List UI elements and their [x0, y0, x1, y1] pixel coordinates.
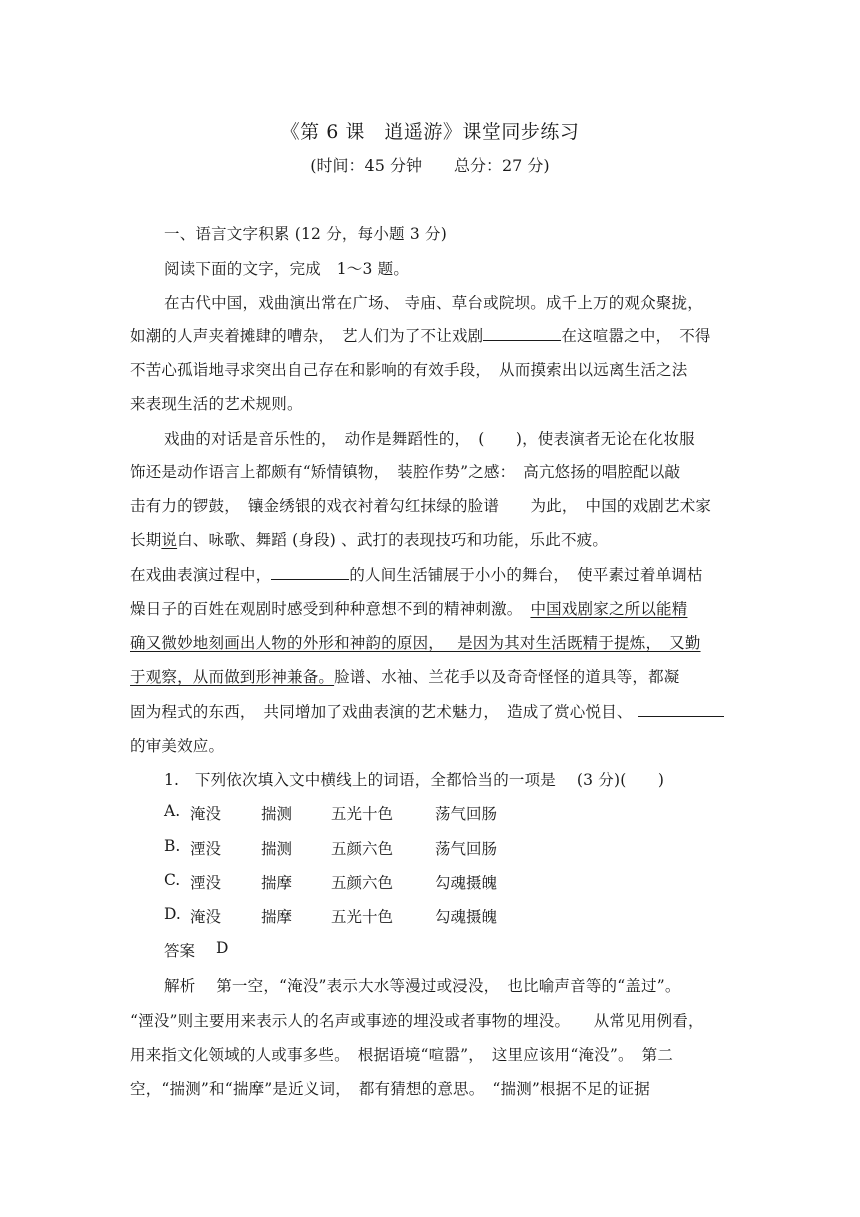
- answer-label: 答案: [164, 942, 196, 960]
- passage-line: 不苦心孤诣地寻求突出自己存在和影响的有效手段， 从而摸索出以远离生活之法: [130, 361, 688, 379]
- passage-line: 饰还是动作语言上都颇有“矫情镇物， 装腔作势”之感： 高亢悠扬的唱腔配以敲: [130, 463, 681, 481]
- instruction-text: 阅读下面的文字，完成 1～3 题。: [164, 260, 410, 278]
- passage-line: 击有力的锣鼓， 镶金绣银的戏衣衬着勾红抹绿的脸谱 为此， 中国的戏剧艺术家: [130, 497, 712, 515]
- underlined-sentence: 于观察，从而做到形神兼备。: [130, 668, 335, 686]
- analysis-line: “湮没”则主要用来表示人的名声或事迹的埋没或者事物的埋没。 从常见用例看，: [130, 1012, 704, 1030]
- underlined-char: 说: [161, 531, 178, 549]
- fill-blank: [483, 326, 561, 341]
- underlined-sentence: 确又微妙地刻画出人物的外形和神韵的原因， 是因为其对生活既精于提炼， 又勤: [130, 634, 701, 652]
- passage-line: 的审美效应。: [130, 737, 225, 755]
- question-stem: 1. 下列依次填入文中横线上的词语，全都恰当的一项是 (3 分)( ): [164, 771, 665, 789]
- section-heading: 一、语言文字积累 (12 分，每小题 3 分): [164, 225, 447, 243]
- fill-blank: [271, 565, 349, 580]
- analysis-line: 用来指文化领域的人或事多些。 根据语境“喧嚣”， 这里应该用“淹没”。 第二: [130, 1046, 674, 1064]
- passage-line: 固为程式的东西， 共同增加了戏曲表演的艺术魅力， 造成了赏心悦目、: [130, 700, 750, 722]
- passage-line: 来表现生活的艺术规则。: [130, 395, 303, 413]
- passage-line: 戏曲的对话是音乐性的， 动作是舞蹈性的， ( )，使表演者无论在化妆服: [164, 430, 695, 448]
- answer-value: D: [216, 939, 229, 957]
- passage-line: 长期说白、咏歌、舞蹈 (身段) 、武打的表现技巧和功能，乐此不疲。: [130, 531, 609, 549]
- page-title: 《第 6 课 逍遥游》课堂同步练习: [280, 121, 580, 143]
- analysis-line: 空，“揣测”和“揣摩”是近义词， 都有猜想的意思。 “揣测”根据不足的证据: [130, 1080, 650, 1098]
- passage-line: 在古代中国，戏曲演出常在广场、 寺庙、草台或院坝。成千上万的观众聚拢，: [164, 294, 703, 312]
- analysis-line: 解析 第一空，“淹没”表示大水等漫过或浸没， 也比喻声音等的“盖过”。: [164, 977, 681, 995]
- page-subtitle: (时间：45 分钟 总分：27 分): [310, 156, 550, 175]
- document-page: 《第 6 课 逍遥游》课堂同步练习 (时间：45 分钟 总分：27 分) 一、语言文字积累 (12 分，每小题 3 分) 阅读下面的文字，完成 1～3 题。 在古代中国，戏曲演出常在广场、 寺庙、草台或院坝。成千上万的观众聚拢， 如潮的人声夹着摊肆的嘈杂， 艺人们为了不让戏剧 在这喧嚣之中， 不得 不苦心孤诣地寻求突出自己存在和影响的有效手段， 从而摸索出以远离生活之法 来表现生活的艺术规则。 戏曲的对话是音乐性的， 动作是舞蹈性的， ( )，使表演者无论在化妆服 饰还是动作语言上都颇有“矫情镇物， 装腔作势”之感： 高亢悠扬的唱腔配以敲 击有力的锣鼓， 镶金绣银的戏衣衬着勾红抹绿的脸谱 为此， 中国的戏剧艺术家 长期说白、咏歌、舞蹈 (身段) 、武打的表现技巧和功能，乐此不疲。 在戏曲表演过程中， 的人间生活铺展于小小的舞台， 使平素过着单调枯 燥日子的百姓在观剧时感受到种种意想不到的精神刺激。 中国戏剧家之所以能精 确又微妙地刻画出人物的外形和神韵的原因， 是因为其对生活既精于提炼， 又勤 于观察，从而做到形神兼备。脸谱、水袖、兰花手以及奇奇怪怪的道具等，都凝 固为程式的东西， 共同增加了戏曲表演的艺术魅力， 造成了赏心悦目、 的审美效应。 1. 下列依次填入文中横线上的词语，全都恰当的一项是 (3 分)( ) A. 淹没 揣测 五光十色 荡气回肠 B. 湮没 揣测 五颜六色 荡气回肠 C. 湮没 揣摩 五颜六色 勾魂摄魄 D. 淹没 揣摩 五光十色 勾魂摄魄 答案 D 解析 第一空，“淹没”表示大水等漫过或浸没， 也比喻声音等的“盖过”。 “湮没”则主要用来表示人的名声或事迹的埋没或者事物的埋没。 从常见用例看， 用来指文化领域的人或事多些。 根据语境“喧嚣”， 这里应该用“淹没”。 第二 空，“揣测”和“揣摩”是近义词， 都有猜想的意思。 “揣测”根据不足的证据: [0, 0, 860, 1217]
- fill-blank: [638, 702, 724, 717]
- passage-line: 于观察，从而做到形神兼备。脸谱、水袖、兰花手以及奇奇怪怪的道具等，都凝: [130, 668, 680, 686]
- underlined-sentence: 中国戏剧家之所以能精: [530, 600, 688, 618]
- passage-line: 在戏曲表演过程中， 的人间生活铺展于小小的舞台， 使平素过着单调枯: [130, 566, 703, 584]
- passage-line: 如潮的人声夹着摊肆的嘈杂， 艺人们为了不让戏剧 在这喧嚣之中， 不得: [130, 327, 711, 345]
- passage-line: [130, 631, 750, 653]
- passage-line: 燥日子的百姓在观剧时感受到种种意想不到的精神刺激。 中国戏剧家之所以能精: [130, 600, 688, 618]
